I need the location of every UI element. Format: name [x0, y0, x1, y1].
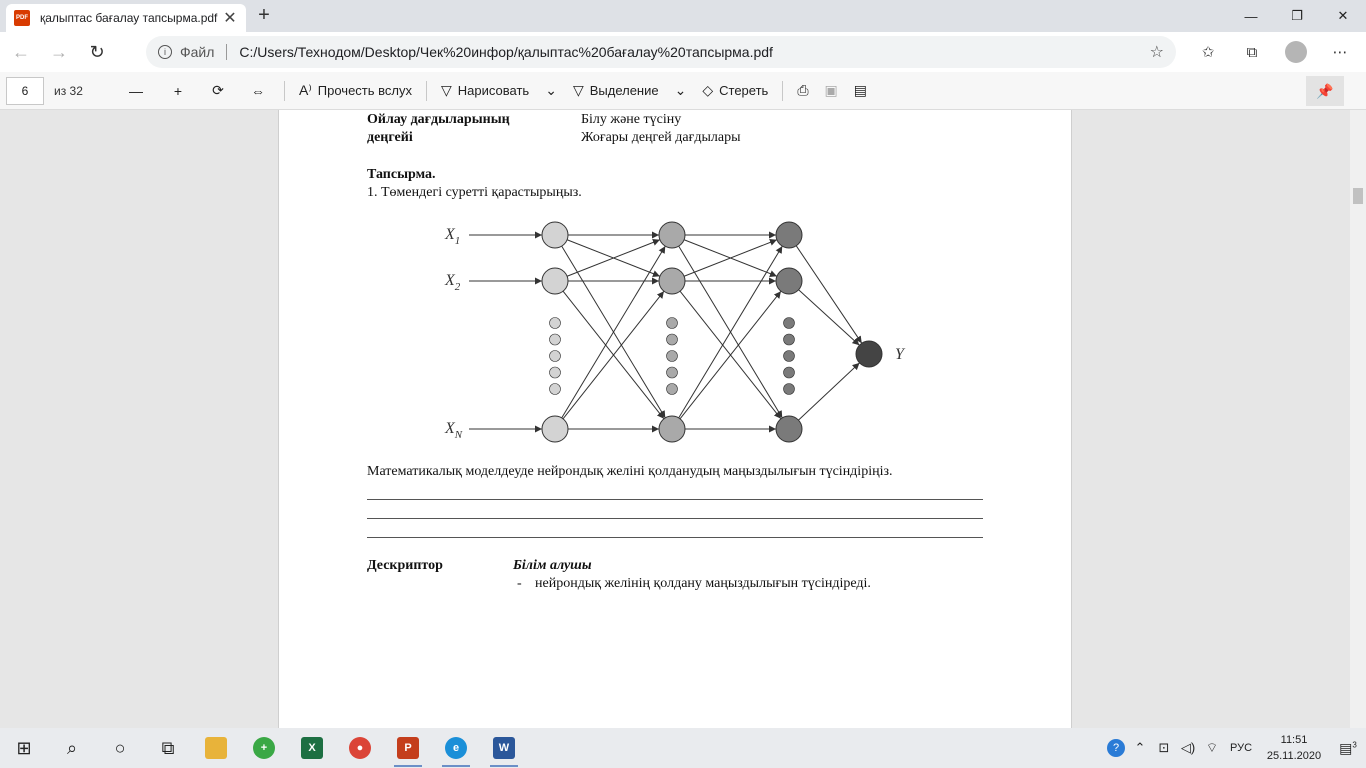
read-aloud-icon: A⁾ [299, 82, 312, 98]
tab-close-icon[interactable]: ✕ [223, 10, 237, 27]
network-icon[interactable]: ⊡ [1158, 740, 1170, 755]
eraser-icon: ◇ [702, 82, 714, 98]
print-icon[interactable]: ⎙ [797, 82, 809, 98]
task-text: 1. Төмендегі суретті қарастырыңыз. [367, 185, 582, 200]
toolbar-separator [284, 81, 285, 101]
url-bar[interactable] [146, 36, 1176, 68]
cortana-icon[interactable]: ○ [114, 737, 126, 758]
ellipsis-dot-layer1-3 [550, 351, 561, 362]
read-aloud-button[interactable] [291, 72, 420, 110]
neuron-layer3-3 [776, 416, 802, 442]
close-window-button[interactable]: ✕ [1337, 8, 1349, 23]
document-viewer[interactable] [0, 110, 1366, 728]
ellipsis-dot-layer3-5 [784, 384, 795, 395]
output-connection-2 [799, 290, 860, 345]
task-heading: Тапсырма. [367, 167, 436, 182]
clock[interactable] [1258, 732, 1330, 764]
output-label: Y [895, 346, 904, 363]
zoom-in-icon[interactable]: + [173, 82, 183, 99]
excel-icon[interactable] [288, 728, 336, 768]
chevron-up-icon[interactable]: ⌃ [1134, 740, 1146, 755]
highlight-label: Выделение [589, 83, 659, 98]
info-icon[interactable]: i [158, 45, 172, 59]
bullet-dash: - [517, 576, 522, 591]
ellipsis-dot-layer3-2 [784, 334, 795, 345]
ellipsis-dot-layer3-4 [784, 367, 795, 378]
ellipsis-dot-layer2-3 [667, 351, 678, 362]
wifi-icon[interactable]: ⌔ [1205, 740, 1219, 755]
skill-value-2: Жоғары деңгей дағдылары [581, 130, 741, 145]
draw-options-chevron-icon[interactable]: ⌄ [545, 82, 557, 98]
highlighter-icon: ▽ [572, 82, 584, 98]
notification-count: 3 [1352, 739, 1357, 749]
minimize-button[interactable]: — [1244, 8, 1258, 24]
excel-logo-icon: X [301, 737, 323, 759]
folder-icon [205, 737, 227, 759]
file-scheme-label: Файл [180, 44, 215, 60]
network-labels [444, 226, 906, 441]
input-label-1: $X_1$ [445, 226, 461, 247]
chrome-logo-icon: ● [349, 737, 371, 759]
ellipsis-dot-layer1-5 [550, 384, 561, 395]
skill-value-1: Білу және түсіну [581, 112, 682, 127]
input-label-2: $X_2$ [445, 272, 461, 293]
ellipsis-dot-layer2-2 [667, 334, 678, 345]
edge-icon[interactable] [432, 728, 480, 768]
toolbar-separator [426, 81, 427, 101]
pdf-toolbar [0, 72, 1366, 110]
tab-strip [0, 0, 1366, 32]
toolbar-separator [782, 81, 783, 101]
draw-pen-icon: ▽ [441, 82, 452, 98]
refresh-button[interactable]: ↻ [89, 41, 105, 62]
neuron-layer2-2 [659, 268, 685, 294]
answer-line-1 [367, 499, 983, 500]
window-controls [1228, 0, 1366, 32]
word-logo-icon: W [493, 737, 515, 759]
notification-center-icon[interactable]: ▤$^3$ [1339, 739, 1357, 756]
vertical-scrollbar[interactable] [1350, 110, 1366, 728]
browser-actions [1192, 36, 1356, 68]
neuron-layer1-2 [542, 268, 568, 294]
draw-button[interactable] [433, 72, 537, 110]
pdf-file-icon: PDF [14, 10, 30, 26]
profile-button[interactable] [1280, 36, 1312, 68]
skill-label-line-1: Ойлау дағдыларының [367, 112, 510, 127]
output-connection-3 [798, 363, 859, 420]
neuron-layer3-1 [776, 222, 802, 248]
highlight-button[interactable] [565, 72, 667, 110]
ellipsis-dot-layer2-1 [667, 318, 678, 329]
highlight-options-chevron-icon[interactable]: ⌄ [674, 82, 687, 98]
ellipsis-dot-layer1-2 [550, 334, 561, 345]
ellipsis-dot-layer3-1 [784, 318, 795, 329]
favorite-star-icon[interactable]: ☆ [1149, 44, 1164, 61]
url-text[interactable]: C:/Users/Технодом/Desktop/Чек%20инфор/қалыптас%20бағалау%20тапсырма.pdf [239, 44, 773, 60]
edge-logo-icon: e [445, 737, 467, 759]
page-count: из 32 [54, 83, 83, 98]
answer-line-3 [367, 537, 983, 538]
rotate-icon[interactable]: ⟳ [212, 82, 224, 98]
zoom-out-icon[interactable]: — [129, 82, 143, 99]
back-button[interactable]: ← [12, 41, 30, 62]
forward-button[interactable]: → [50, 41, 68, 62]
clock-date: 25.11.2020 [1266, 750, 1322, 762]
windows-start-icon[interactable]: ⊞ [16, 737, 32, 758]
pdf-page [278, 110, 1072, 728]
powerpoint-logo-icon: P [397, 737, 419, 759]
save-icon[interactable]: ▣ [824, 82, 838, 98]
favorites-icon[interactable]: ✩ [1201, 44, 1215, 61]
descriptor-item: нейрондық желінің қолдану маңыздылығын түсіндіреді. [535, 576, 871, 591]
answer-line-2 [367, 518, 983, 519]
powerpoint-icon[interactable] [384, 728, 432, 768]
save-as-icon[interactable]: ▤ [853, 82, 867, 98]
scrollbar-thumb[interactable] [1353, 188, 1363, 204]
pin-toolbar-icon[interactable]: 📌 [1306, 76, 1344, 106]
erase-label: Стереть [719, 83, 769, 98]
ellipsis-dot-layer2-5 [667, 384, 678, 395]
taskbar [0, 728, 1366, 768]
maximize-button[interactable]: ❐ [1291, 8, 1303, 23]
collections-icon[interactable]: ⧉ [1246, 43, 1258, 61]
neuron-layer2-3 [659, 416, 685, 442]
clock-time: 11:51 [1280, 734, 1308, 746]
tab-pdf[interactable] [6, 4, 246, 32]
word-icon[interactable] [480, 728, 528, 768]
task-view-icon[interactable]: ⧉ [161, 737, 175, 758]
plus-app-icon: + [253, 737, 275, 759]
neuron-layer1-1 [542, 222, 568, 248]
neuron-layer2-1 [659, 222, 685, 248]
new-tab-button[interactable]: + [258, 4, 270, 26]
question-text: Математикалық моделдеуде нейрондық желіні қолданудың маңыздылығын түсіндіріңіз. [367, 464, 893, 479]
erase-button[interactable] [694, 72, 776, 110]
ellipsis-dot-layer2-4 [667, 367, 678, 378]
input-label-n: $X_N$ [445, 420, 463, 441]
file-explorer-icon[interactable] [192, 728, 240, 768]
read-aloud-label: Прочесть вслух [317, 83, 412, 98]
app-plus-icon[interactable] [240, 728, 288, 768]
chrome-icon[interactable] [336, 728, 384, 768]
url-separator [226, 44, 227, 60]
output-connection-1 [796, 246, 861, 343]
fit-page-icon[interactable]: ⇔ [251, 82, 265, 99]
neuron-layer3-2 [776, 268, 802, 294]
descriptor-label: Дескриптор [367, 558, 443, 573]
volume-icon[interactable]: ◁) [1180, 740, 1196, 755]
learner-label: Білім алушы [513, 558, 592, 573]
page-number-input[interactable]: 6 [6, 77, 44, 105]
ellipsis-dot-layer1-1 [550, 318, 561, 329]
skill-label-line-2: деңгейі [367, 130, 413, 145]
more-menu-icon[interactable]: ⋯ [1332, 44, 1348, 61]
help-icon[interactable]: ? [1104, 739, 1128, 757]
neuron-layer1-3 [542, 416, 568, 442]
ellipsis-dot-layer3-3 [784, 351, 795, 362]
system-tray [1104, 728, 1366, 768]
network-connections [469, 235, 862, 429]
avatar [1285, 41, 1307, 63]
address-bar [0, 32, 1366, 72]
language-indicator[interactable]: РУС [1229, 742, 1253, 754]
output-neuron [856, 341, 882, 367]
draw-label: Нарисовать [457, 83, 530, 98]
ellipsis-dot-layer1-4 [550, 367, 561, 378]
search-icon[interactable]: ⌕ [66, 737, 78, 758]
neural-network-diagram [429, 208, 909, 453]
tab-title: қалыптас бағалау тапсырма.pdf [40, 11, 218, 25]
